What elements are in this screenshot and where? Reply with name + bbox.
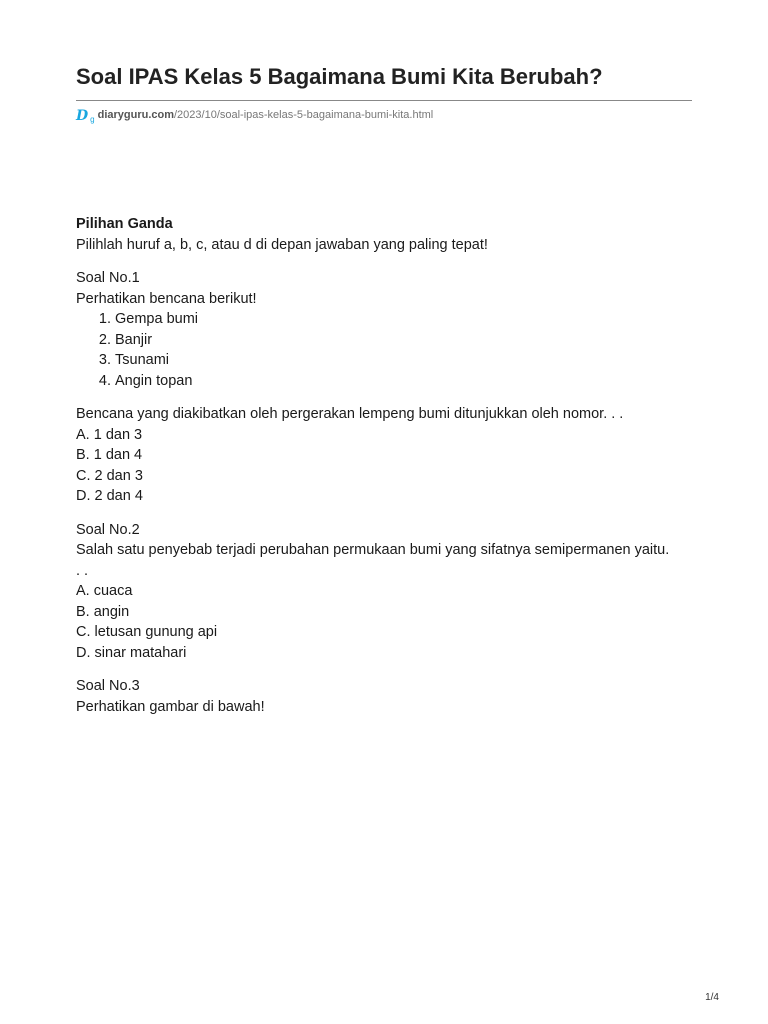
- logo-subscript: g: [90, 114, 95, 124]
- answer-option: D. 2 dan 4: [76, 488, 143, 504]
- list-item: 4. Angin topan: [115, 371, 676, 392]
- question-prompt: Perhatikan bencana berikut!: [76, 290, 257, 307]
- question-text: Salah satu penyebab terjadi perubahan permukaan bumi yang sifatnya semipermanen yaitu. . .: [76, 542, 670, 579]
- answer-option: B. 1 dan 4: [76, 447, 143, 463]
- page-title: Soal IPAS Kelas 5 Bagaimana Bumi Kita Berubah?: [76, 64, 603, 89]
- list-item: 3. Tsunami: [115, 350, 676, 371]
- list-item: 2. Banjir: [115, 330, 676, 351]
- source-path[interactable]: /2023/10/soal-ipas-kelas-5-bagaimana-bumi-kita.html: [174, 109, 434, 121]
- answer-option: A. cuaca: [76, 583, 133, 599]
- question-label: Soal No.2: [76, 521, 140, 538]
- diaryguru-logo-icon: D: [76, 108, 89, 124]
- question-label: Soal No.1: [76, 270, 140, 286]
- list-item: 1. Gempa bumi: [115, 309, 676, 330]
- question-1-options: [76, 404, 676, 507]
- instruction-text: Pilihlah huruf a, b, c, atau d di depan jawaban yang paling tepat!: [76, 236, 488, 253]
- section-heading: Pilihan Ganda: [76, 216, 173, 232]
- page-number: 1/4: [705, 992, 719, 1003]
- source-domain[interactable]: diaryguru.com: [97, 109, 174, 121]
- title-divider: [76, 100, 692, 101]
- answer-option: B. angin: [76, 603, 130, 620]
- answer-option: D. sinar matahari: [76, 644, 187, 661]
- article-body: [76, 214, 676, 730]
- answer-option: A. 1 dan 3: [76, 426, 143, 443]
- question-2: [76, 520, 676, 664]
- answer-option: C. letusan gunung api: [76, 624, 218, 640]
- disaster-list: [76, 309, 676, 391]
- question-1: [76, 268, 676, 391]
- answer-option: C. 2 dan 3: [76, 467, 143, 484]
- question-3: [76, 676, 676, 717]
- question-label: Soal No.3: [76, 678, 140, 694]
- source-line: [76, 107, 433, 123]
- question-text: Bencana yang diakibatkan oleh pergerakan lempeng bumi ditunjukkan oleh nomor. . .: [76, 406, 624, 422]
- intro-section: [76, 214, 676, 255]
- question-prompt: Perhatikan gambar di bawah!: [76, 698, 265, 715]
